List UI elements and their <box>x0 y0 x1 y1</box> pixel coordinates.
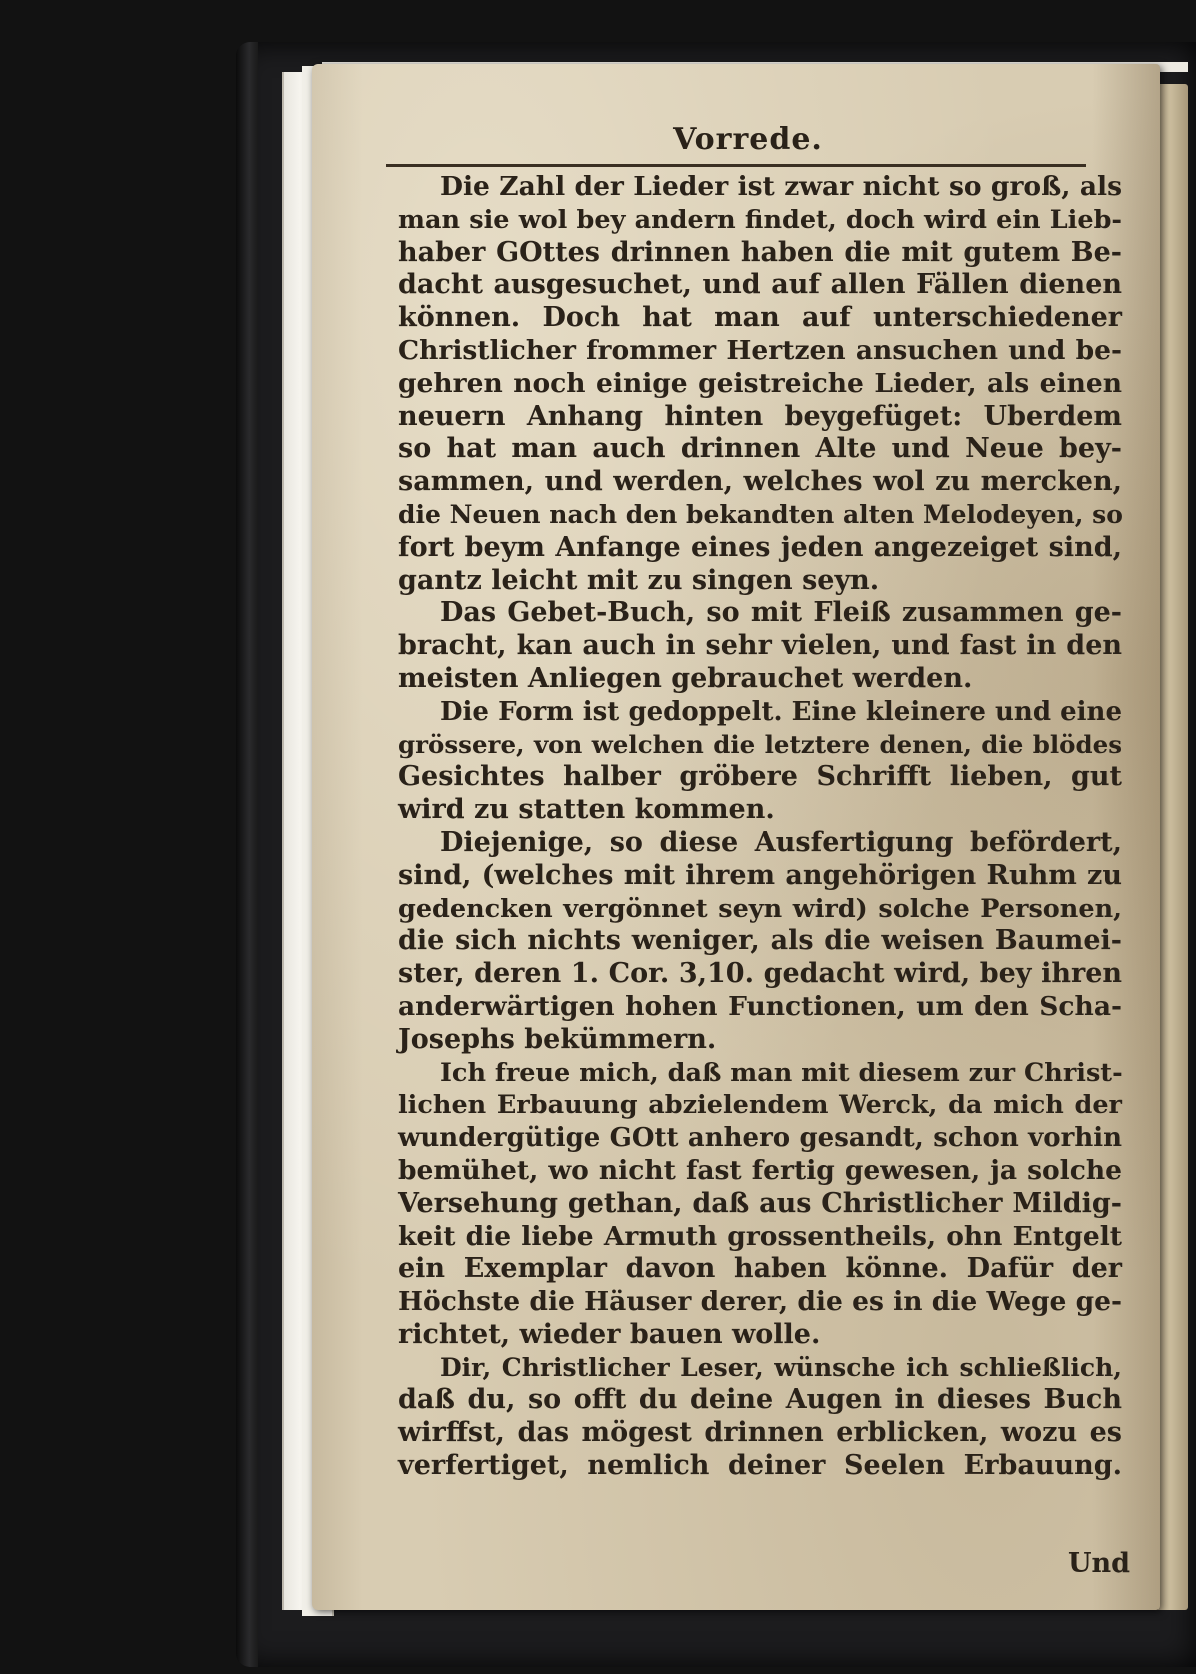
text-line: richtet, wieder bauen wolle. <box>398 1318 821 1350</box>
text-line: die sich nichts weniger, als die weisen Baumei- <box>398 925 1122 957</box>
page-text-block <box>398 120 1122 1483</box>
text-line: Das Gebet-Buch, so mit Fleiß zusammen ge- <box>440 597 1122 629</box>
text-line: die Neuen nach den bekandten alten Melodeyen, so <box>398 499 1123 529</box>
text-line: fort beym Anfange eines jeden angezeiget sind, <box>398 531 1122 563</box>
text-line: Die Form ist gedoppelt. Eine kleinere und eine <box>440 696 1122 727</box>
text-line: gantz leicht mit zu singen seyn. <box>398 564 880 596</box>
text-line: Ich freue mich, daß man mit diesem zur Christ- <box>440 1057 1123 1088</box>
text-line: dacht ausgesuchet, und auf allen Fällen dienen <box>398 269 1122 301</box>
text-line: Christlicher frommer Hertzen ansuchen und be- <box>398 334 1122 366</box>
text-line: wundergütige GOtt anhero gesandt, schon vorhin <box>398 1123 1122 1154</box>
text-line: keit die liebe Armuth grossentheils, ohn Entgelt <box>398 1220 1122 1252</box>
book-spine-edge <box>236 42 258 1667</box>
text-line: Josephs bekümmern. <box>398 1023 717 1055</box>
text-line: wirffst, das mögest drinnen erblicken, wozu es <box>398 1417 1122 1449</box>
text-line: wird zu statten kommen. <box>398 794 775 826</box>
heading-rule <box>386 164 1086 167</box>
text-line: grössere, von welchen die letztere denen, die blödes <box>398 729 1122 759</box>
text-line: gehren noch einige geistreiche Lieder, als einen <box>398 367 1122 399</box>
text-line: gedencken vergönnet seyn wird) solche Personen, <box>398 893 1122 924</box>
text-line: Die Zahl der Lieder ist zwar nicht so groß, als <box>440 171 1122 202</box>
text-line: Dir, Christlicher Leser, wünsche ich schließlich, <box>440 1352 1122 1382</box>
text-line: Höchste die Häuser derer, die es in die Wege ge- <box>398 1286 1122 1318</box>
text-line: ster, deren 1. Cor. 3,10. gedacht wird, bey ihren <box>398 958 1122 990</box>
text-line: Gesichtes halber gröbere Schrifft lieben, gut <box>398 761 1122 793</box>
text-line: neuern Anhang hinten beygefüget: Uberdem <box>398 400 1122 432</box>
text-line: können. Doch hat man auf unterschiedener <box>398 302 1122 334</box>
text-line: meisten Anliegen gebrauchet werden. <box>398 662 973 694</box>
page-heading: Vorrede. <box>673 122 823 157</box>
catchword: Und <box>1068 1548 1131 1579</box>
page-stack-edge <box>1158 84 1188 1610</box>
text-line: bemühet, wo nicht fast fertig gewesen, ja solche <box>398 1154 1122 1186</box>
text-line: Diejenige, so diese Ausfertigung befördert, <box>440 826 1122 858</box>
text-line: sind, (welches mit ihrem angehörigen Ruhm zu <box>398 859 1122 891</box>
text-line: verfertiget, nemlich deiner Seelen Erbauung. <box>398 1450 1122 1482</box>
text-line: lichen Erbauung abzielendem Werck, da mich der <box>398 1090 1122 1121</box>
text-line: bracht, kan auch in sehr vielen, und fast in den <box>398 630 1122 662</box>
text-line: haber GOttes drinnen haben die mit gutem Be- <box>398 236 1122 268</box>
text-line: anderwärtigen hohen Functionen, um den Scha- <box>398 990 1122 1022</box>
text-line: Versehung gethan, daß aus Christlicher Mildig- <box>398 1187 1122 1219</box>
text-line: so hat man auch drinnen Alte und Neue bey- <box>398 433 1122 465</box>
text-line: ein Exemplar davon haben könne. Dafür der <box>398 1253 1122 1285</box>
text-line: sammen, und werden, welches wol zu mercken, <box>398 466 1122 498</box>
text-line: man sie wol bey andern findet, doch wird ein Lieb- <box>398 204 1122 235</box>
text-line: daß du, so offt du deine Augen in dieses Buch <box>398 1384 1122 1416</box>
